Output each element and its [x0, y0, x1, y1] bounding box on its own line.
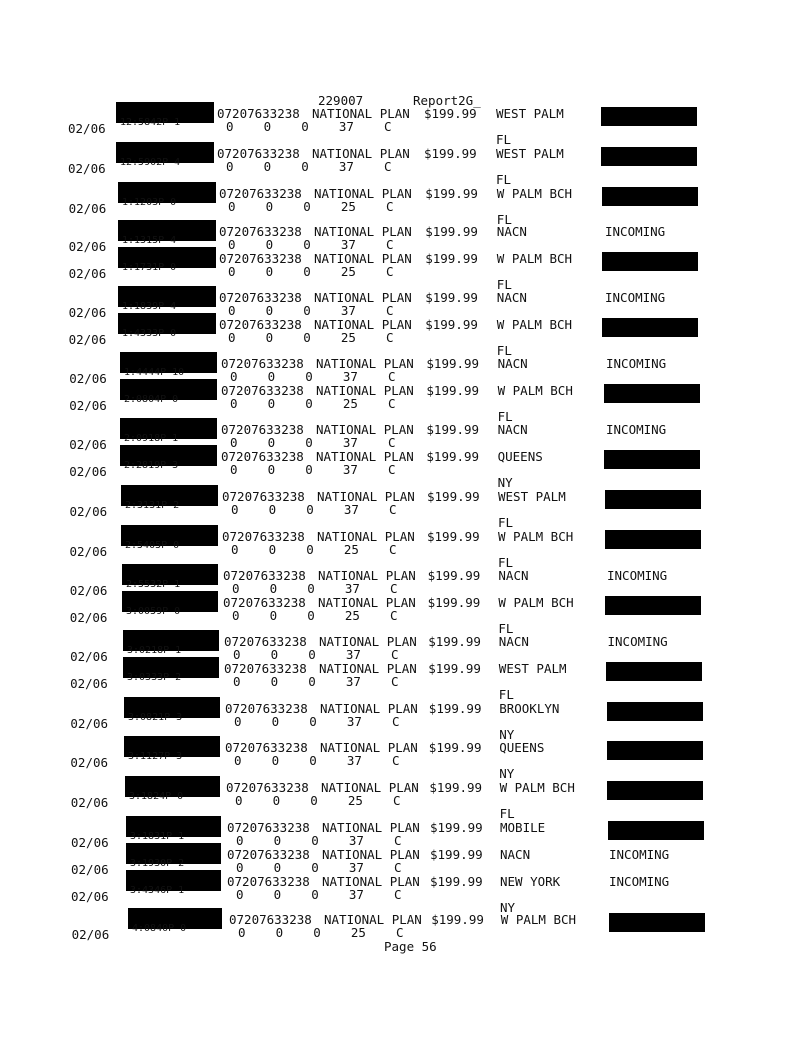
record-state: NY — [497, 475, 513, 490]
record-location: W PALM BCH — [498, 595, 574, 610]
record-price: $199.99 — [425, 290, 478, 305]
record-plan: NATIONAL PLAN — [316, 383, 414, 398]
record-time-text: 2:3131P 2 — [125, 500, 180, 511]
record-time — [124, 460, 216, 472]
record-price: $199.99 — [430, 847, 483, 862]
record-time — [128, 751, 220, 763]
record-time — [122, 197, 214, 209]
record-date: 02/06 — [68, 161, 106, 176]
record-time-text: 1:1839P 4 — [122, 301, 177, 312]
record-state: FL — [498, 687, 514, 702]
record-time — [130, 885, 222, 897]
record-price: $199.99 — [424, 146, 477, 161]
record-values: 0 0 0 25 C — [232, 608, 398, 623]
record-number: 07207633238 — [219, 290, 302, 305]
redaction-bar-right — [602, 318, 698, 337]
record-date: 02/06 — [71, 889, 109, 904]
record-time — [124, 394, 216, 406]
record-plan: NATIONAL PLAN — [312, 106, 410, 121]
record-time — [128, 712, 220, 724]
record-number: 07207633238 — [227, 847, 310, 862]
record-state: FL — [496, 343, 512, 358]
record-values: 0 0 0 37 C — [234, 714, 400, 729]
record-date: 02/06 — [69, 610, 108, 625]
record-date: 02/06 — [69, 464, 107, 479]
record-time-text: 2:0918P 1 — [124, 433, 179, 444]
record-price: $199.99 — [426, 383, 480, 398]
record-number: 07207633238 — [224, 661, 307, 676]
record-location: W PALM BCH — [498, 529, 574, 544]
record-price: $199.99 — [426, 422, 480, 437]
record-price: $199.99 — [427, 568, 481, 583]
record-time — [120, 117, 212, 129]
redaction-bar-right — [602, 252, 698, 271]
record-date: 02/06 — [70, 716, 109, 731]
record-time-text: 1:4333P 0 — [122, 328, 177, 339]
record-time-text: 12:5842P 1 — [120, 117, 181, 128]
record-plan: NATIONAL PLAN — [322, 820, 420, 835]
record-time-text: 2:2819P 3 — [124, 460, 179, 471]
record-time-text: 1:1315P 4 — [122, 235, 177, 246]
redaction-bar-right — [607, 741, 703, 760]
record-number: 07207633238 — [221, 422, 304, 437]
record-note: INCOMING — [609, 847, 670, 862]
record-values: 0 0 0 25 C — [230, 396, 396, 411]
redaction-bar-right — [602, 187, 698, 206]
record-plan: NATIONAL PLAN — [320, 740, 418, 755]
record-location: QUEENS — [497, 449, 543, 464]
record-date: 02/06 — [69, 583, 108, 598]
redaction-bar-right — [601, 107, 697, 126]
record-location: MOBILE — [500, 820, 546, 835]
record-state: NY — [499, 727, 515, 742]
record-state: FL — [499, 806, 515, 821]
record-state: NY — [500, 900, 516, 915]
record-date: 02/06 — [68, 305, 107, 320]
record-state: NY — [499, 766, 515, 781]
record-price: $199.99 — [426, 449, 480, 464]
record-number: 07207633238 — [219, 251, 302, 266]
record-plan: NATIONAL PLAN — [316, 422, 414, 437]
record-price: $199.99 — [425, 251, 478, 266]
record-plan: NATIONAL PLAN — [322, 874, 420, 889]
record-time — [120, 157, 212, 169]
record-time — [132, 923, 224, 935]
record-values: 0 0 0 37 C — [231, 502, 397, 517]
record-time-text: 1:4444P 10 — [124, 367, 185, 378]
record-number: 07207633238 — [219, 317, 302, 332]
record-date: 02/06 — [71, 835, 109, 850]
record-number: 07207633238 — [226, 780, 309, 795]
record-values: 0 0 0 37 C — [232, 581, 398, 596]
record-values: 0 0 0 25 C — [228, 330, 394, 345]
record-plan: NATIONAL PLAN — [322, 847, 420, 862]
record-date: 02/06 — [69, 398, 107, 413]
record-time — [125, 500, 217, 512]
record-values: 0 0 0 37 C — [230, 369, 396, 384]
record-plan: NATIONAL PLAN — [314, 290, 412, 305]
record-values: 0 0 0 37 C — [228, 237, 394, 252]
record-location: NACN — [496, 290, 527, 305]
record-time-text: 3:0059P 0 — [126, 606, 181, 617]
record-date: 02/06 — [69, 371, 107, 386]
record-state: FL — [496, 132, 512, 147]
redaction-bar-right — [601, 147, 697, 166]
record-date: 02/06 — [70, 649, 108, 664]
redaction-bar-right — [605, 530, 701, 549]
record-date: 02/06 — [70, 795, 109, 810]
record-time-text: 4:0840P 0 — [132, 923, 187, 934]
record-time-text: 3:1824P 0 — [129, 791, 184, 802]
record-price: $199.99 — [428, 661, 481, 676]
record-plan: NATIONAL PLAN — [324, 912, 422, 927]
record-time-text: 2:0804P 0 — [124, 394, 179, 405]
record-plan: NATIONAL PLAN — [318, 568, 416, 583]
record-number: 07207633238 — [227, 874, 310, 889]
record-time — [122, 262, 214, 274]
record-plan: NATIONAL PLAN — [320, 701, 418, 716]
record-price: $199.99 — [431, 912, 484, 927]
record-time-text: 3:0821P 3 — [128, 712, 183, 723]
record-number: 07207633238 — [221, 356, 304, 371]
report-name: Report2G_ — [413, 93, 481, 108]
record-note: INCOMING — [606, 356, 667, 371]
record-price: $199.99 — [427, 529, 480, 544]
record-number: 07207633238 — [221, 383, 304, 398]
record-date: 02/06 — [70, 755, 109, 770]
record-date: 02/06 — [68, 239, 107, 254]
record-number: 07207633238 — [219, 186, 302, 201]
record-time — [129, 791, 221, 803]
record-location: W PALM BCH — [500, 912, 577, 927]
record-time-text: 12:5902P 4 — [120, 157, 181, 168]
record-values: 0 0 0 25 C — [238, 925, 404, 940]
record-location: NACN — [497, 356, 528, 371]
record-values: 0 0 0 25 C — [231, 542, 397, 557]
record-location: NACN — [498, 634, 529, 649]
record-date: 02/06 — [71, 927, 110, 942]
record-values: 0 0 0 25 C — [228, 264, 394, 279]
record-number: 07207633238 — [223, 568, 306, 583]
record-price: $199.99 — [428, 740, 482, 755]
record-values: 0 0 0 37 C — [228, 303, 394, 318]
record-values: 0 0 0 25 C — [235, 793, 401, 808]
redaction-bar-right — [609, 913, 705, 932]
record-date: 02/06 — [68, 201, 107, 216]
record-location: W PALM BCH — [496, 186, 573, 201]
redaction-bar-right — [605, 490, 701, 509]
record-time-text: 3:4346P 1 — [130, 885, 185, 896]
record-time — [122, 328, 214, 340]
record-location: NACN — [500, 847, 531, 862]
record-time — [125, 540, 217, 552]
record-plan: NATIONAL PLAN — [312, 146, 410, 161]
record-values: 0 0 0 37 C — [236, 887, 402, 902]
record-price: $199.99 — [430, 874, 483, 889]
record-price: $199.99 — [425, 186, 478, 201]
record-plan: NATIONAL PLAN — [314, 317, 412, 332]
record-location: NACN — [496, 224, 527, 239]
record-values: 0 0 0 25 C — [228, 199, 394, 214]
record-number: 07207633238 — [221, 449, 304, 464]
record-location: W PALM BCH — [499, 780, 575, 795]
record-number: 07207633238 — [225, 740, 308, 755]
record-location: WEST PALM — [498, 489, 566, 504]
record-location: W PALM BCH — [496, 317, 573, 332]
record-number: 07207633238 — [224, 634, 307, 649]
record-values: 0 0 0 37 C — [234, 753, 400, 768]
record-location: NACN — [497, 422, 528, 437]
record-date: 02/06 — [69, 504, 108, 519]
page-number: Page 56 — [384, 939, 437, 954]
record-plan: NATIONAL PLAN — [319, 661, 417, 676]
record-price: $199.99 — [427, 489, 480, 504]
record-location: BROOKLYN — [499, 701, 560, 716]
record-price: $199.99 — [425, 224, 478, 239]
record-date: 02/06 — [68, 332, 107, 347]
record-location: WEST PALM — [496, 146, 564, 161]
record-note: INCOMING — [605, 290, 666, 305]
record-time-text: 1:1203P 0 — [122, 197, 177, 208]
record-plan: NATIONAL PLAN — [317, 489, 415, 504]
record-number: 07207633238 — [225, 701, 308, 716]
redaction-bar-right — [606, 662, 702, 681]
record-values: 0 0 0 37 C — [233, 647, 399, 662]
redaction-bar-right — [608, 821, 704, 840]
record-location: QUEENS — [499, 740, 545, 755]
record-note: INCOMING — [606, 422, 667, 437]
record-location: W PALM BCH — [497, 383, 573, 398]
record-location: WEST PALM — [496, 106, 564, 121]
record-values: 0 0 0 37 C — [230, 462, 396, 477]
record-plan: NATIONAL PLAN — [314, 251, 412, 266]
record-time-text: 3:0218P 1 — [127, 645, 182, 656]
record-price: $199.99 — [427, 595, 481, 610]
redaction-bar-right — [607, 781, 703, 800]
record-time-text: 2:5532P 1 — [126, 579, 181, 590]
record-date: 02/06 — [68, 266, 107, 281]
record-time-text: 1:1731P 0 — [122, 262, 177, 273]
record-state: FL — [498, 555, 514, 570]
record-plan: NATIONAL PLAN — [314, 224, 412, 239]
record-plan: NATIONAL PLAN — [314, 186, 412, 201]
record-number: 07207633238 — [227, 820, 310, 835]
record-number: 07207633238 — [217, 106, 300, 121]
record-state: FL — [498, 621, 514, 636]
record-date: 02/06 — [69, 544, 108, 559]
record-values: 0 0 0 37 C — [230, 435, 396, 450]
record-note: INCOMING — [609, 874, 670, 889]
record-location: W PALM BCH — [496, 251, 573, 266]
record-time-text: 3:0333P 2 — [127, 672, 182, 683]
record-time-text: 3:1930P 2 — [130, 858, 185, 869]
report-id: 229007 — [318, 93, 364, 108]
record-number: 07207633238 — [217, 146, 300, 161]
record-time-text: 2:5405P 0 — [125, 540, 180, 551]
record-price: $199.99 — [424, 106, 477, 121]
record-plan: NATIONAL PLAN — [316, 449, 414, 464]
record-values: 0 0 0 37 C — [226, 119, 392, 134]
record-note: INCOMING — [607, 634, 668, 649]
record-price: $199.99 — [428, 634, 481, 649]
record-plan: NATIONAL PLAN — [321, 780, 419, 795]
redaction-bar-right — [605, 596, 701, 615]
record-location: NACN — [498, 568, 529, 583]
record-price: $199.99 — [426, 356, 480, 371]
redaction-bar-right — [607, 702, 703, 721]
redaction-bar-right — [604, 450, 700, 469]
record-state: FL — [498, 515, 514, 530]
record-plan: NATIONAL PLAN — [319, 634, 417, 649]
record-location: NEW YORK — [500, 874, 561, 889]
record-state: FL — [497, 409, 513, 424]
record-values: 0 0 0 37 C — [226, 159, 392, 174]
record-state: FL — [496, 172, 512, 187]
record-number: 07207633238 — [223, 595, 306, 610]
record-date: 02/06 — [68, 121, 106, 136]
record-plan: NATIONAL PLAN — [318, 595, 416, 610]
redaction-bar-right — [604, 384, 700, 403]
record-time-text: 3:1831P 1 — [130, 831, 185, 842]
record-date: 02/06 — [70, 676, 108, 691]
record-plan: NATIONAL PLAN — [317, 529, 415, 544]
record-note: INCOMING — [607, 568, 668, 583]
record-state: FL — [496, 212, 512, 227]
record-number: 07207633238 — [222, 489, 305, 504]
record-time — [126, 606, 218, 618]
record-state: FL — [496, 277, 512, 292]
record-price: $199.99 — [430, 820, 483, 835]
record-number: 07207633238 — [229, 912, 312, 927]
record-date: 02/06 — [69, 437, 107, 452]
record-location: WEST PALM — [498, 661, 567, 676]
record-time-text: 3:1127P 3 — [128, 751, 183, 762]
record-time — [127, 672, 219, 684]
record-number: 07207633238 — [219, 224, 302, 239]
record-note: INCOMING — [605, 224, 666, 239]
record-date: 02/06 — [71, 862, 109, 877]
record-values: 0 0 0 37 C — [236, 860, 402, 875]
record-plan: NATIONAL PLAN — [316, 356, 414, 371]
record-number: 07207633238 — [222, 529, 305, 544]
record-values: 0 0 0 37 C — [236, 833, 402, 848]
record-price: $199.99 — [428, 701, 482, 716]
record-price: $199.99 — [425, 317, 478, 332]
record-price: $199.99 — [429, 780, 483, 795]
record-values: 0 0 0 37 C — [233, 674, 399, 689]
